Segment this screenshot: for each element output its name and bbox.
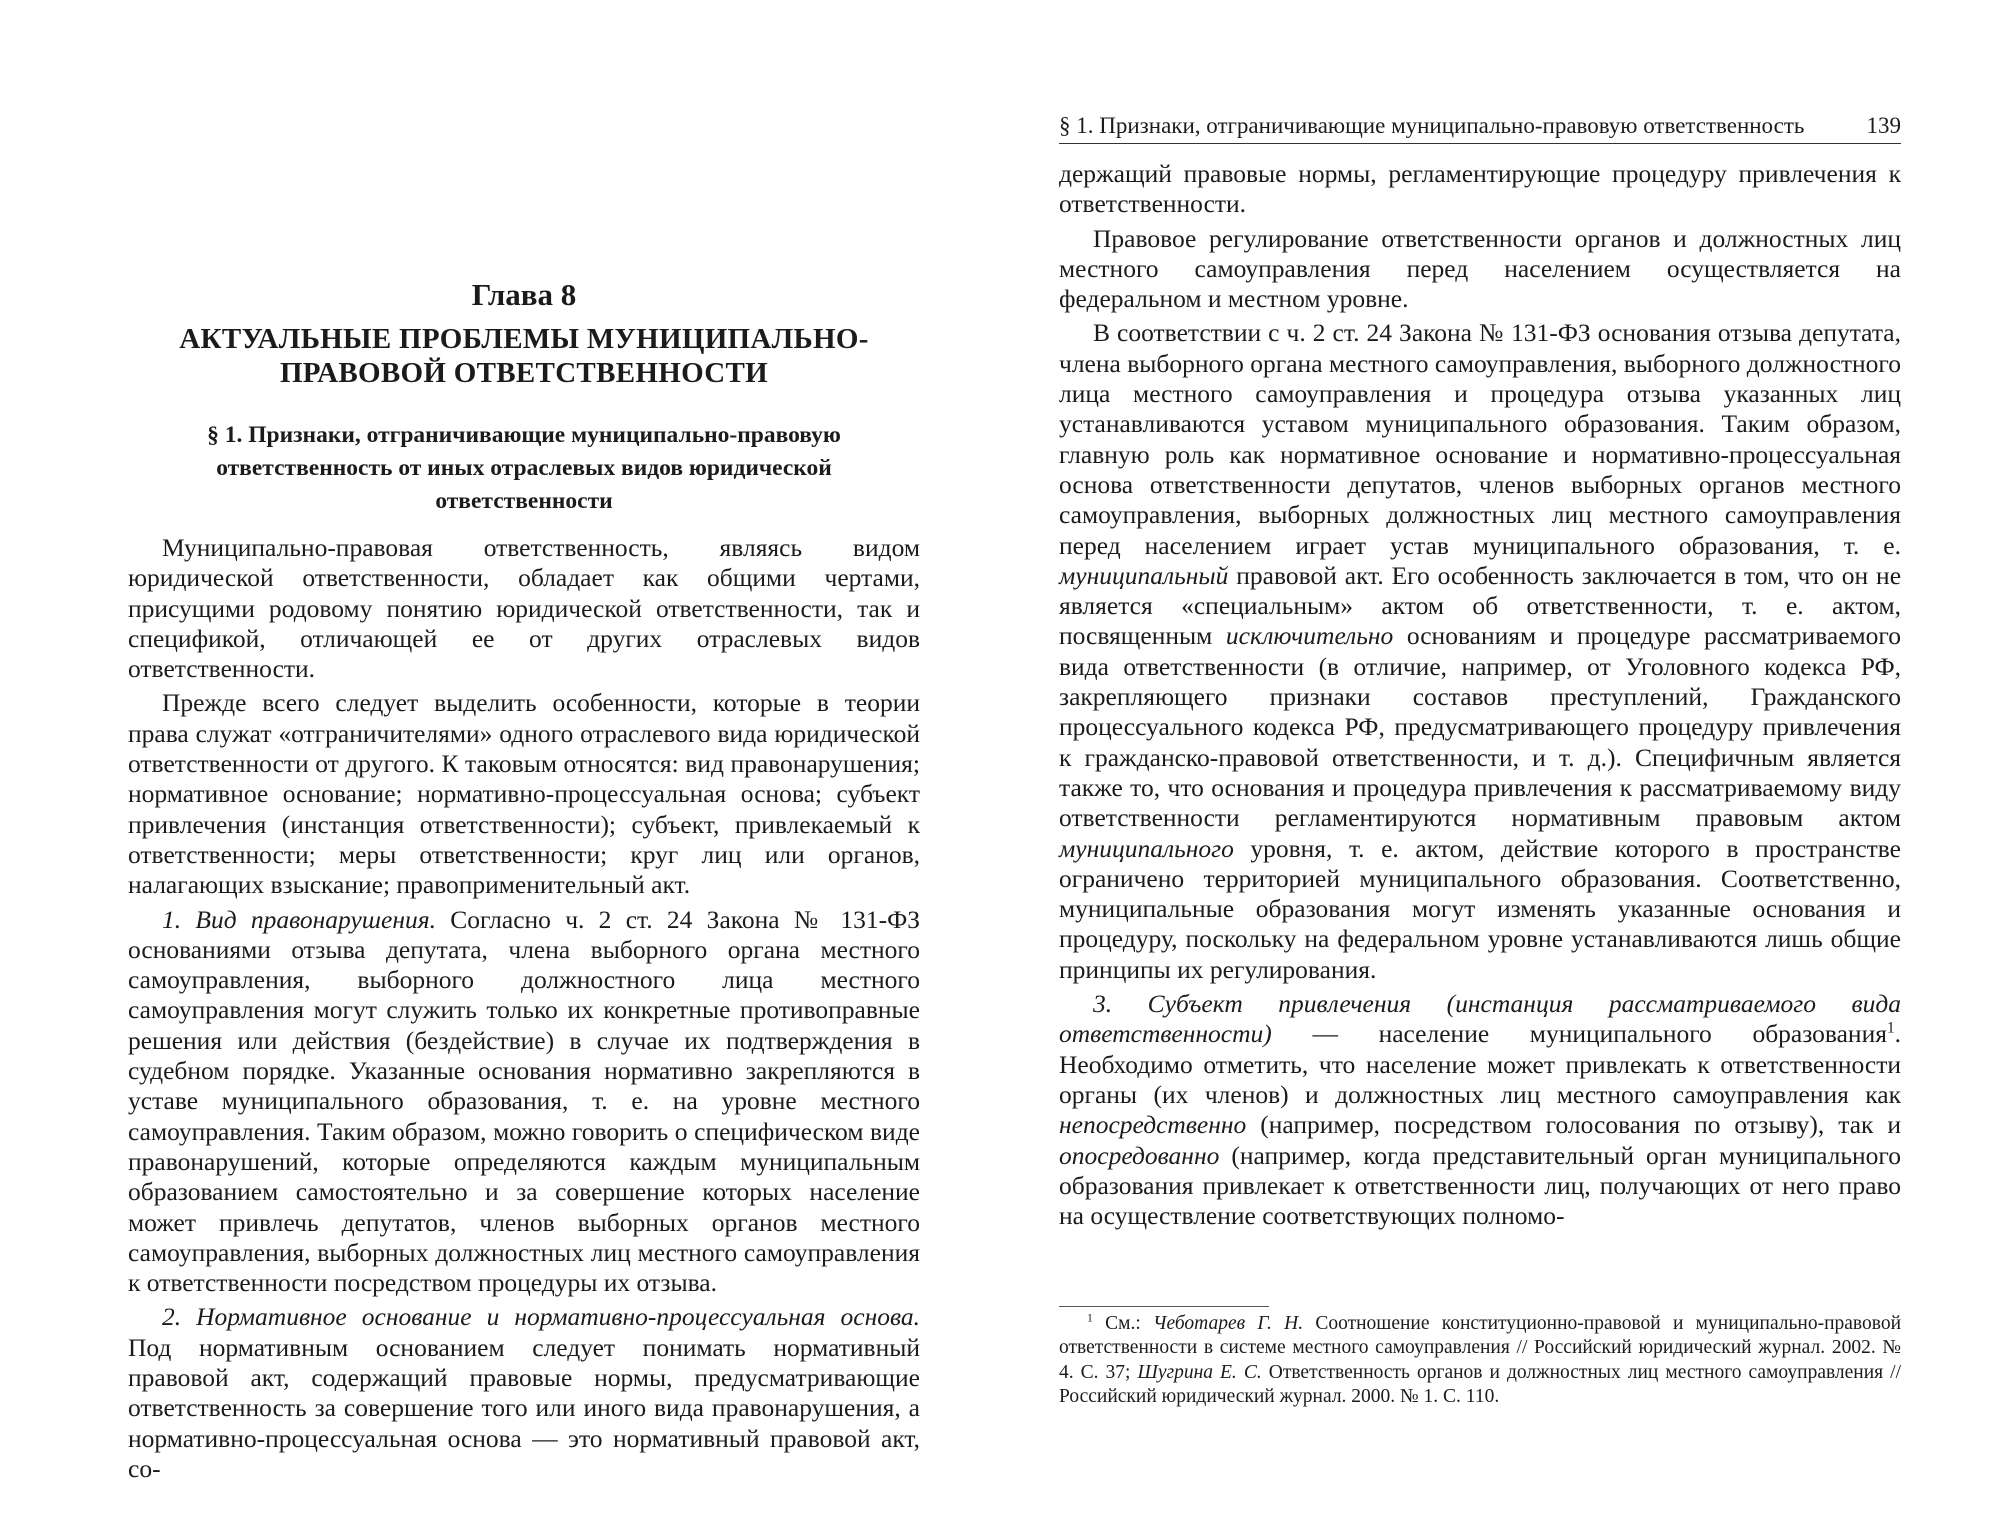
left-body-text xyxy=(128,533,920,1484)
paragraph-text: правовой акт. Его особенность заключается в том, что он не является «специальным» актом об ответственности, т. е. актом, посвященным xyxy=(1059,560,1902,651)
paragraph-text: основаниям и процедуре рассматриваемого вида ответственности (в отличие, например, от Уголовного кодекса РФ, закрепляющего признаки составов преступлений, Гражданского процессуального кодекса РФ, предусматривающего процедуру привлечения к гражданско-правовой ответственности, и т. д.). Специфичным является также то, что основания и процедура привлечения к рассматриваемому виду ответственности регламентируются нормативным правовым актом xyxy=(1059,621,1901,833)
item-lead-violation-type: 1. Вид правонарушения. xyxy=(162,904,436,934)
footnote-reference[interactable]: 1 xyxy=(1886,1019,1895,1037)
left-paragraph-1: Муниципально-правовая ответственность, являясь видом юридической ответственности, обладает как общими чертами, присущими родовому понятию юридической ответственности, так и спецификой, отличающей ее от других отраслевых видов ответственности. xyxy=(128,533,920,684)
right-paragraph-2: Правовое регулирование ответственности органов и должностных лиц местного самоуправления перед населением осуществляется на федеральном и местном уровне. xyxy=(1059,223,1901,314)
emphasis-municipal: муниципальный xyxy=(1059,560,1229,590)
left-paragraph-3 xyxy=(128,905,920,1299)
item-lead-subject: 3. Субъект привлечения (инстанция рассматриваемого вида ответственности) xyxy=(1059,989,1901,1049)
footnotes xyxy=(1059,1312,1901,1410)
footnote-text: См.: xyxy=(1105,1313,1141,1334)
paragraph-text: Под нормативным основанием следует понимать нормативный правовой акт, содержащий правовые нормы, предусматривающие ответственность за совершение того или иного вида правонарушения, а нормативно-процессуальная основа — это нормативный правовой акт, со- xyxy=(128,1332,920,1483)
paragraph-text: — население муниципального образования xyxy=(1312,1019,1887,1049)
emphasis-exclusively: исключительно xyxy=(1225,621,1394,651)
chapter-number: Глава 8 xyxy=(471,277,577,312)
paragraph-text: уровня, т. е. актом, действие которого в пространстве ограничено территорией муниципального образования. Соответственно, муниципальные образования могут изменять указанные основания и процедуру, поскольку на федеральном уровне устанавливаются лишь общие принципы их регулирования. xyxy=(1059,833,1901,984)
running-head-title: § 1. Признаки, отграничивающие муниципально-правовую ответственность xyxy=(1059,113,1805,138)
left-paragraph-2: Прежде всего следует выделить особенности, которые в теории права служат «отграничителями» одного отраслевого вида юридической ответственности от другого. К таковым относятся: вид правонарушения; нормативное основание; нормативно-процессуальная основа; субъект привлечения (инстанция ответственности); субъект, привлекаемый к ответственности; меры ответственности; круг лиц или органов, налагающих взыскание; правоприменительный акт. xyxy=(128,688,920,900)
footnote-author: Шугрина Е. С. xyxy=(1137,1361,1262,1383)
right-paragraph-3 xyxy=(1059,318,1901,985)
paragraph-text: . Необходимо отметить, что население может привлекать к ответственности органы (их членов) и должностных лиц местного самоуправления как xyxy=(1059,1019,1901,1109)
paragraph-text: (например, посредством голосования по отзыву), так и xyxy=(1260,1110,1901,1140)
footnote-marker: 1 xyxy=(1087,1311,1093,1325)
item-lead-normative-basis: 2. Нормативное основание и нормативно-процессуальная основа. xyxy=(162,1302,920,1332)
footnote-text: Соотношение конституционно-правовой и муниципально-правовой ответственности в системе местного самоуправления // Российский юридический журнал. 2002. № 4. С. 37; xyxy=(1059,1313,1902,1383)
page-number: 139 xyxy=(1866,113,1901,138)
emphasis-municipal-level: муниципального xyxy=(1059,833,1234,863)
footnote-1 xyxy=(1059,1312,1901,1410)
paragraph-text: Согласно ч. 2 ст. 24 Закона № 131-ФЗ основаниями отзыва депутата, члена выборного органа местного самоуправления, выборного должностного лица местного самоуправления могут служить только их конкретные противоправные решения или действия (бездействие) в случае их подтверждения в судебном порядке. Указанные основания нормативно закрепляются в уставе муниципального образования, т. е. на уровне местного самоуправления. Таким образом, можно говорить о специфическом виде правонарушений, которые определяются каждым муниципальным образованием самостоятельно и за совершение которых население может привлечь депутатов, членов выборных органов местного самоуправления, выборных должностных лиц местного самоуправления к ответственности посредством процедуры их отзыва. xyxy=(128,904,920,1298)
running-head xyxy=(1059,113,1901,144)
left-paragraph-4 xyxy=(128,1302,920,1484)
paragraph-text: В соответствии с ч. 2 ст. 24 Закона № 131-ФЗ основания отзыва депутата, члена выборного органа местного самоуправления, выборного должностного лица местного самоуправления и процедура отзыва указанных лиц устанавливаются уставом муниципального образования. Таким образом, главную роль как нормативное основание и нормативно-процессуальная основа ответственности депутатов, членов выборных органов местного самоуправления, выборных должностных лиц местного самоуправления перед населением играет устав муниципального образования, т. е. xyxy=(1059,318,1901,560)
paragraph-text: (например, когда представительный орган муниципального образования привлекает к ответственности лиц, получающих от него право на осуществление соответствующих полномо- xyxy=(1059,1140,1901,1231)
right-paragraph-1: держащий правовые нормы, регламентирующие процедуру привлечения к ответственности. xyxy=(1059,159,1901,219)
section-heading: § 1. Признаки, отграничивающие муниципально-правовую ответственность от иных отраслевых видов юридической ответственности xyxy=(207,422,841,514)
footnote-divider xyxy=(1059,1306,1269,1307)
chapter-title: АКТУАЛЬНЫЕ ПРОБЛЕМЫ МУНИЦИПАЛЬНО-ПРАВОВОЙ ОТВЕТСТВЕННОСТИ xyxy=(179,323,869,389)
right-body-text xyxy=(1059,159,1901,1231)
footnote-text: Ответственность органов и должностных лиц местного самоуправления // Российский юридический журнал. 2000. № 1. С. 110. xyxy=(1059,1361,1901,1408)
right-paragraph-4 xyxy=(1059,989,1901,1231)
emphasis-directly: непосредственно xyxy=(1059,1110,1247,1140)
footnote-author: Чеботарев Г. Н. xyxy=(1153,1313,1304,1334)
emphasis-indirectly: опосредованно xyxy=(1059,1140,1220,1170)
